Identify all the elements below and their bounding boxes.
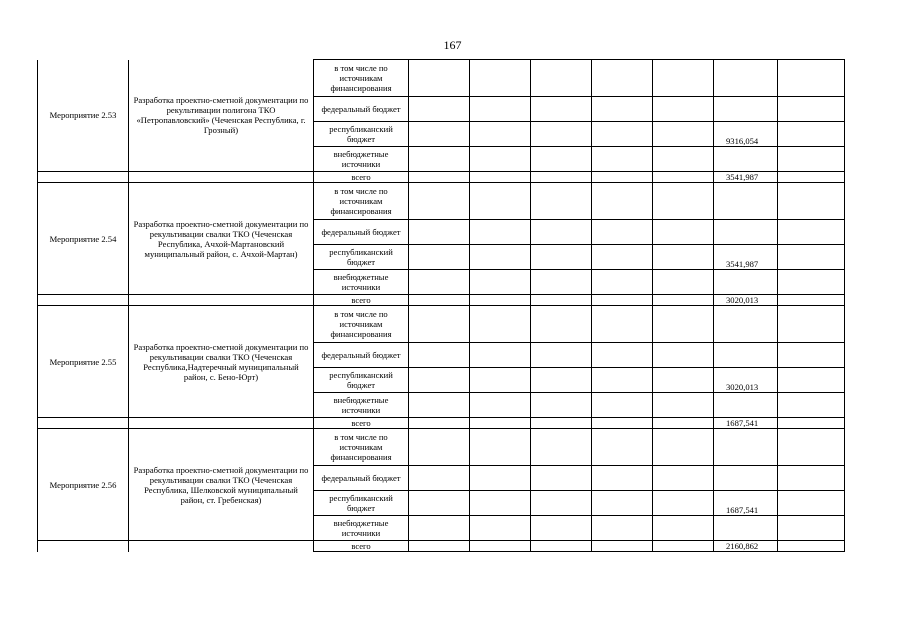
source-label: республиканский бюджет <box>314 122 409 147</box>
empty-cell <box>409 172 470 183</box>
empty-cell <box>409 466 470 491</box>
funding-table <box>37 59 845 552</box>
empty-cell <box>653 306 714 343</box>
empty-cell <box>778 270 845 295</box>
empty-cell <box>470 429 531 466</box>
empty-cell <box>778 60 845 97</box>
empty-cell <box>778 343 845 368</box>
empty-cell <box>531 541 592 552</box>
empty-cell <box>409 306 470 343</box>
empty-cell <box>531 516 592 541</box>
empty-cell <box>409 541 470 552</box>
empty-cell <box>714 306 778 343</box>
empty-cell <box>38 295 129 306</box>
empty-cell <box>592 295 653 306</box>
source-label: в том числе по источникам финансирования <box>314 60 409 97</box>
empty-cell <box>409 60 470 97</box>
empty-cell <box>592 172 653 183</box>
empty-cell <box>38 541 129 552</box>
event-id: Мероприятие 2.56 <box>38 429 129 541</box>
empty-cell <box>470 541 531 552</box>
empty-cell <box>409 418 470 429</box>
event-description: Разработка проектно-сметной документации по рекультивации свалки ТКО (Чеченская Республика, Ачхой-Мартановский муниципальный район, с. Ачхой-Мартан) <box>129 183 314 295</box>
empty-cell <box>714 466 778 491</box>
republican-value: 9316,054 <box>714 122 778 147</box>
total-value: 2160,862 <box>714 541 778 552</box>
empty-cell <box>653 516 714 541</box>
empty-cell <box>653 60 714 97</box>
empty-cell <box>653 368 714 393</box>
source-label: внебюджетные источники <box>314 147 409 172</box>
republican-value: 3020,013 <box>714 368 778 393</box>
empty-cell <box>778 306 845 343</box>
empty-cell <box>778 418 845 429</box>
table-row <box>38 60 845 97</box>
empty-cell <box>470 306 531 343</box>
empty-cell <box>409 122 470 147</box>
empty-cell <box>653 393 714 418</box>
empty-cell <box>592 97 653 122</box>
empty-cell <box>409 343 470 368</box>
empty-cell <box>592 368 653 393</box>
empty-cell <box>592 306 653 343</box>
source-label: всего <box>314 172 409 183</box>
empty-cell <box>653 343 714 368</box>
empty-cell <box>409 245 470 270</box>
empty-cell <box>409 220 470 245</box>
source-label: всего <box>314 418 409 429</box>
empty-cell <box>653 220 714 245</box>
empty-cell <box>714 516 778 541</box>
empty-cell <box>470 466 531 491</box>
empty-cell <box>409 147 470 172</box>
empty-cell <box>470 295 531 306</box>
empty-cell <box>592 270 653 295</box>
empty-cell <box>409 270 470 295</box>
empty-cell <box>409 491 470 516</box>
event-description: Разработка проектно-сметной документации по рекультивации свалки ТКО (Чеченская Республика,Надтеречный муниципальный район, с. Бено-Юрт) <box>129 306 314 418</box>
empty-cell <box>531 491 592 516</box>
empty-cell <box>778 245 845 270</box>
empty-cell <box>470 97 531 122</box>
empty-cell <box>653 541 714 552</box>
empty-cell <box>592 466 653 491</box>
source-label: федеральный бюджет <box>314 466 409 491</box>
empty-cell <box>714 343 778 368</box>
empty-cell <box>531 147 592 172</box>
source-label: внебюджетные источники <box>314 393 409 418</box>
empty-cell <box>592 220 653 245</box>
table-row <box>38 183 845 220</box>
empty-cell <box>470 172 531 183</box>
empty-cell <box>531 245 592 270</box>
empty-cell <box>470 343 531 368</box>
empty-cell <box>714 220 778 245</box>
empty-cell <box>531 368 592 393</box>
table-row <box>38 418 845 429</box>
empty-cell <box>653 183 714 220</box>
source-label: республиканский бюджет <box>314 245 409 270</box>
table-row <box>38 429 845 466</box>
empty-cell <box>778 172 845 183</box>
empty-cell <box>470 491 531 516</box>
empty-cell <box>531 418 592 429</box>
empty-cell <box>653 245 714 270</box>
empty-cell <box>778 183 845 220</box>
empty-cell <box>714 393 778 418</box>
empty-cell <box>592 245 653 270</box>
empty-cell <box>531 183 592 220</box>
empty-cell <box>653 172 714 183</box>
event-id: Мероприятие 2.54 <box>38 183 129 295</box>
empty-cell <box>592 60 653 97</box>
empty-cell <box>531 172 592 183</box>
event-description: Разработка проектно-сметной документации по рекультивации полигона ТКО «Петропавловский» (Чеченская Республика, г. Грозный) <box>129 60 314 172</box>
empty-cell <box>778 393 845 418</box>
empty-cell <box>592 541 653 552</box>
total-value: 1687,541 <box>714 418 778 429</box>
empty-cell <box>592 393 653 418</box>
source-label: федеральный бюджет <box>314 97 409 122</box>
source-label: в том числе по источникам финансирования <box>314 306 409 343</box>
empty-cell <box>653 97 714 122</box>
empty-cell <box>653 270 714 295</box>
table-row <box>38 295 845 306</box>
empty-cell <box>531 97 592 122</box>
empty-cell <box>778 220 845 245</box>
empty-cell <box>653 122 714 147</box>
empty-cell <box>531 122 592 147</box>
empty-cell <box>129 418 314 429</box>
empty-cell <box>778 368 845 393</box>
empty-cell <box>531 429 592 466</box>
source-label: республиканский бюджет <box>314 491 409 516</box>
source-label: всего <box>314 295 409 306</box>
empty-cell <box>409 183 470 220</box>
empty-cell <box>470 220 531 245</box>
empty-cell <box>714 429 778 466</box>
empty-cell <box>714 97 778 122</box>
empty-cell <box>714 183 778 220</box>
source-label: в том числе по источникам финансирования <box>314 183 409 220</box>
empty-cell <box>714 147 778 172</box>
empty-cell <box>409 368 470 393</box>
empty-cell <box>778 97 845 122</box>
empty-cell <box>38 418 129 429</box>
source-label: федеральный бюджет <box>314 220 409 245</box>
event-description: Разработка проектно-сметной документации по рекультивации свалки ТКО (Чеченская Республика, Шелковской муниципальный район, ст. Гребенская) <box>129 429 314 541</box>
empty-cell <box>653 466 714 491</box>
empty-cell <box>531 295 592 306</box>
empty-cell <box>531 466 592 491</box>
source-label: внебюджетные источники <box>314 516 409 541</box>
empty-cell <box>470 270 531 295</box>
source-label: в том числе по источникам финансирования <box>314 429 409 466</box>
empty-cell <box>409 516 470 541</box>
source-label: внебюджетные источники <box>314 270 409 295</box>
empty-cell <box>778 541 845 552</box>
total-value: 3020,013 <box>714 295 778 306</box>
page-number: 167 <box>443 38 462 52</box>
empty-cell <box>409 393 470 418</box>
empty-cell <box>778 295 845 306</box>
source-label: всего <box>314 541 409 552</box>
empty-cell <box>592 183 653 220</box>
empty-cell <box>470 368 531 393</box>
source-label: федеральный бюджет <box>314 343 409 368</box>
empty-cell <box>470 245 531 270</box>
event-id: Мероприятие 2.53 <box>38 60 129 172</box>
empty-cell <box>129 295 314 306</box>
empty-cell <box>778 429 845 466</box>
empty-cell <box>592 343 653 368</box>
table-row <box>38 541 845 552</box>
empty-cell <box>778 147 845 172</box>
empty-cell <box>592 122 653 147</box>
empty-cell <box>470 183 531 220</box>
empty-cell <box>409 295 470 306</box>
empty-cell <box>653 491 714 516</box>
empty-cell <box>653 147 714 172</box>
empty-cell <box>38 172 129 183</box>
empty-cell <box>531 393 592 418</box>
source-label: республиканский бюджет <box>314 368 409 393</box>
empty-cell <box>592 491 653 516</box>
empty-cell <box>653 429 714 466</box>
event-id: Мероприятие 2.55 <box>38 306 129 418</box>
table-row <box>38 172 845 183</box>
empty-cell <box>714 60 778 97</box>
empty-cell <box>531 270 592 295</box>
empty-cell <box>531 343 592 368</box>
empty-cell <box>129 541 314 552</box>
empty-cell <box>531 220 592 245</box>
empty-cell <box>592 516 653 541</box>
empty-cell <box>653 418 714 429</box>
empty-cell <box>653 295 714 306</box>
total-value: 3541,987 <box>714 172 778 183</box>
empty-cell <box>409 429 470 466</box>
empty-cell <box>592 429 653 466</box>
republican-value: 1687,541 <box>714 491 778 516</box>
empty-cell <box>592 147 653 172</box>
empty-cell <box>470 60 531 97</box>
empty-cell <box>778 491 845 516</box>
empty-cell <box>778 122 845 147</box>
empty-cell <box>470 122 531 147</box>
empty-cell <box>714 270 778 295</box>
table-row <box>38 306 845 343</box>
empty-cell <box>778 516 845 541</box>
empty-cell <box>409 97 470 122</box>
empty-cell <box>531 306 592 343</box>
empty-cell <box>778 466 845 491</box>
empty-cell <box>470 393 531 418</box>
empty-cell <box>531 60 592 97</box>
republican-value: 3541,987 <box>714 245 778 270</box>
empty-cell <box>470 516 531 541</box>
empty-cell <box>470 147 531 172</box>
empty-cell <box>592 418 653 429</box>
empty-cell <box>470 418 531 429</box>
empty-cell <box>129 172 314 183</box>
